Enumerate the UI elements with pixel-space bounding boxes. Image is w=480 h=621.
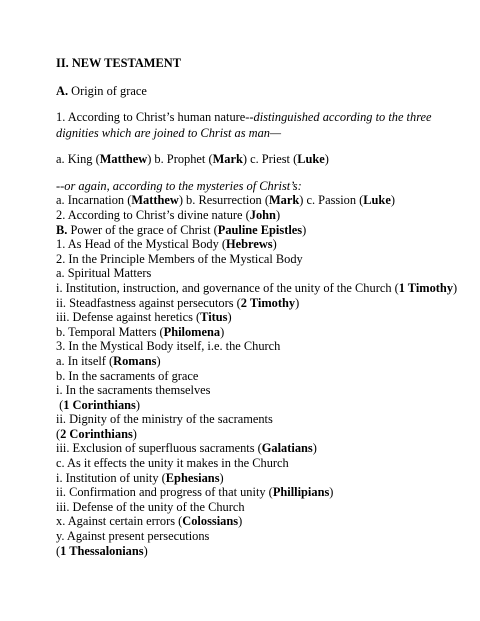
subsection-a: A. Origin of grace [56,83,147,98]
subsection-b: B. Power of the grace of Christ (Pauline Epistles) [56,222,307,237]
outline-line: 3. In the Mystical Body itself, i.e. the Church [56,339,281,354]
outline-line: c. As it effects the unity it makes in the Church [56,456,289,471]
outline-line: ii. Steadfastness against persecutors (2 Timothy) [56,295,300,310]
outline-line: a. In itself (Romans) [56,353,161,368]
human-nature-paragraph: 1. According to Christ’s human nature--distinguished according to the three dignities which are joined to Christ as man— [56,110,432,141]
outline-line: b. Temporal Matters (Philomena) [56,324,225,339]
outline-line: i. Institution of unity (Ephesians) [56,470,224,485]
outline-line: i. Institution, instruction, and governance of the unity of the Church (1 Timothy) [56,280,458,295]
divine-nature-line: 2. According to Christ’s divine nature (John) [56,207,281,222]
outline-line: (1 Corinthians) [56,397,141,412]
outline-line: ii. Confirmation and progress of that unity (Phillipians) [56,485,334,500]
outline-line: i. In the sacraments themselves [56,383,211,398]
outline-line: 1. As Head of the Mystical Body (Hebrews) [56,237,277,252]
outline-line: iii. Defense against heretics (Titus) [56,310,232,325]
outline-line: y. Against present persecutions [56,529,210,544]
outline-line: a. Spiritual Matters [56,266,152,281]
dignities-line: a. King (Matthew) b. Prophet (Mark) c. Priest (Luke) [56,152,329,167]
document-page [56,56,466,558]
section-heading: II. NEW TESTAMENT [56,56,181,70]
outline-line: iii. Defense of the unity of the Church [56,499,245,514]
outline-line: (1 Thessalonians) [56,543,148,558]
mysteries-intro: --or again, according to the mysteries of Christ’s: [56,178,302,193]
outline-line: x. Against certain errors (Colossians) [56,514,243,529]
outline-line: iii. Exclusion of superfluous sacraments (Galatians) [56,441,317,456]
outline-line: b. In the sacraments of grace [56,368,199,383]
mysteries-line: a. Incarnation (Matthew) b. Resurrection (Mark) c. Passion (Luke) [56,193,395,208]
outline-line: (2 Corinthians) [56,426,137,441]
outline-line: ii. Dignity of the ministry of the sacraments [56,412,273,427]
outline-line: 2. In the Principle Members of the Mystical Body [56,251,303,266]
